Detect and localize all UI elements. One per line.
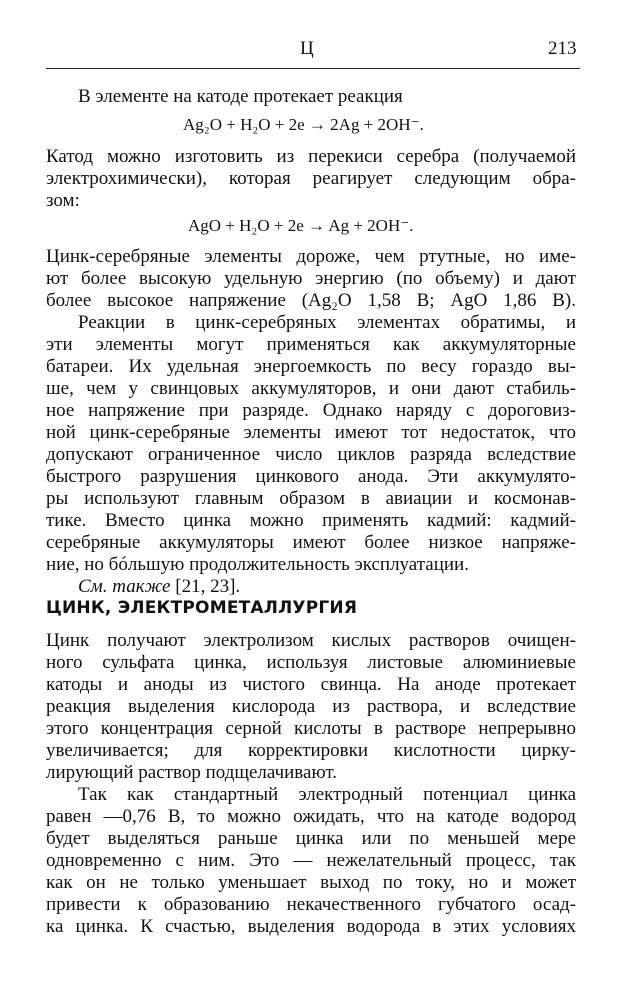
paragraph-line: допускают ограниченное число циклов разряда вследствие bbox=[46, 444, 576, 465]
paragraph-line: серебряные аккумуляторы имеют более низкое напряже- bbox=[46, 532, 576, 553]
paragraph-line: лирующий раствор подщелачивают. bbox=[46, 762, 338, 783]
paragraph-line: привести к образованию некачественного губчатого осад- bbox=[46, 894, 576, 915]
paragraph-line: ное напряжение при разряде. Однако наряду с дороговиз- bbox=[46, 400, 576, 421]
paragraph-line: электрохимически), которая реагирует следующим обра- bbox=[46, 168, 576, 189]
formula-silver-oxide: Ag₂O + H₂O + 2e → 2Ag + 2OH⁻. bbox=[183, 115, 424, 134]
paragraph-line: быстрого разрушения цинкового анода. Эти аккумулято- bbox=[46, 466, 576, 487]
paragraph-line: Реакции в цинк-серебряных элементах обратимы, и bbox=[78, 312, 576, 333]
paragraph-line: как он не только уменьшает выход по току, но и может bbox=[46, 872, 576, 893]
paragraph-line: эти элементы могут применяться как аккумуляторные bbox=[46, 334, 576, 355]
see-also bbox=[78, 576, 576, 598]
formula-silver-peroxide: AgO + H₂O + 2e → Ag + 2OH⁻. bbox=[188, 216, 414, 235]
paragraph-line: будет выделяться раньше цинка или по меньшей мере bbox=[46, 828, 576, 849]
paragraph-line: Катод можно изготовить из перекиси серебра (получаемой bbox=[46, 146, 576, 167]
paragraph-line: более высокое напряжение (Ag₂O 1,58 В; AgO 1,86 В). bbox=[46, 290, 576, 311]
see-also-refs: [21, 23]. bbox=[170, 576, 241, 597]
paragraph-line: Цинк получают электролизом кислых растворов очищен- bbox=[46, 630, 576, 651]
paragraph-line: ше, чем у свинцовых аккумуляторов, и они дают стабиль- bbox=[46, 378, 576, 399]
see-also-label: См. также bbox=[78, 576, 171, 597]
paragraph-line: зом: bbox=[46, 190, 80, 211]
paragraph-line: Цинк-серебряные элементы дороже, чем ртутные, но име- bbox=[46, 246, 576, 267]
paragraph-line: этого концентрация серной кислоты в растворе непрерывно bbox=[46, 718, 576, 739]
paragraph-line: Так как стандартный электродный потенциал цинка bbox=[78, 784, 576, 805]
running-header-letter: Ц bbox=[300, 38, 314, 59]
paragraph-line: увеличивается; для корректировки кислотности цирку- bbox=[46, 740, 576, 761]
paragraph-line: ного сульфата цинка, используя листовые алюминиевые bbox=[46, 652, 576, 673]
paragraph-line: равен —0,76 В, то можно ожидать, что на катоде водород bbox=[46, 806, 576, 827]
paragraph-line: ют более высокую удельную энергию (по объему) и дают bbox=[46, 268, 576, 289]
paragraph-line: ной цинк-серебряные элементы имеют тот недостаток, что bbox=[46, 422, 576, 443]
paragraph-line: ние, но бóльшую продолжительность эксплуатации. bbox=[46, 554, 469, 575]
page-number: 213 bbox=[548, 38, 577, 59]
section-heading: ЦИНК, ЭЛЕКТРОМЕТАЛЛУРГИЯ bbox=[46, 598, 358, 618]
paragraph-line: тике. Вместо цинка можно применять кадмий: кадмий- bbox=[46, 510, 576, 531]
paragraph-line: ка цинка. К счастью, выделения водорода в этих условиях bbox=[46, 916, 576, 937]
paragraph-line: реакция выделения кислорода из раствора, и вследствие bbox=[46, 696, 576, 717]
paragraph-line: ры используют главным образом в авиации и космонав- bbox=[46, 488, 576, 509]
header-rule bbox=[46, 68, 580, 69]
paragraph-line: батареи. Их удельная энергоемкость по весу гораздо вы- bbox=[46, 356, 576, 377]
paragraph-line: одновременно с ним. Это — нежелательный процесс, так bbox=[46, 850, 576, 871]
paragraph-line: катоды и аноды из чистого свинца. На аноде протекает bbox=[46, 674, 576, 695]
paragraph-line: В элементе на катоде протекает реакция bbox=[78, 86, 403, 107]
